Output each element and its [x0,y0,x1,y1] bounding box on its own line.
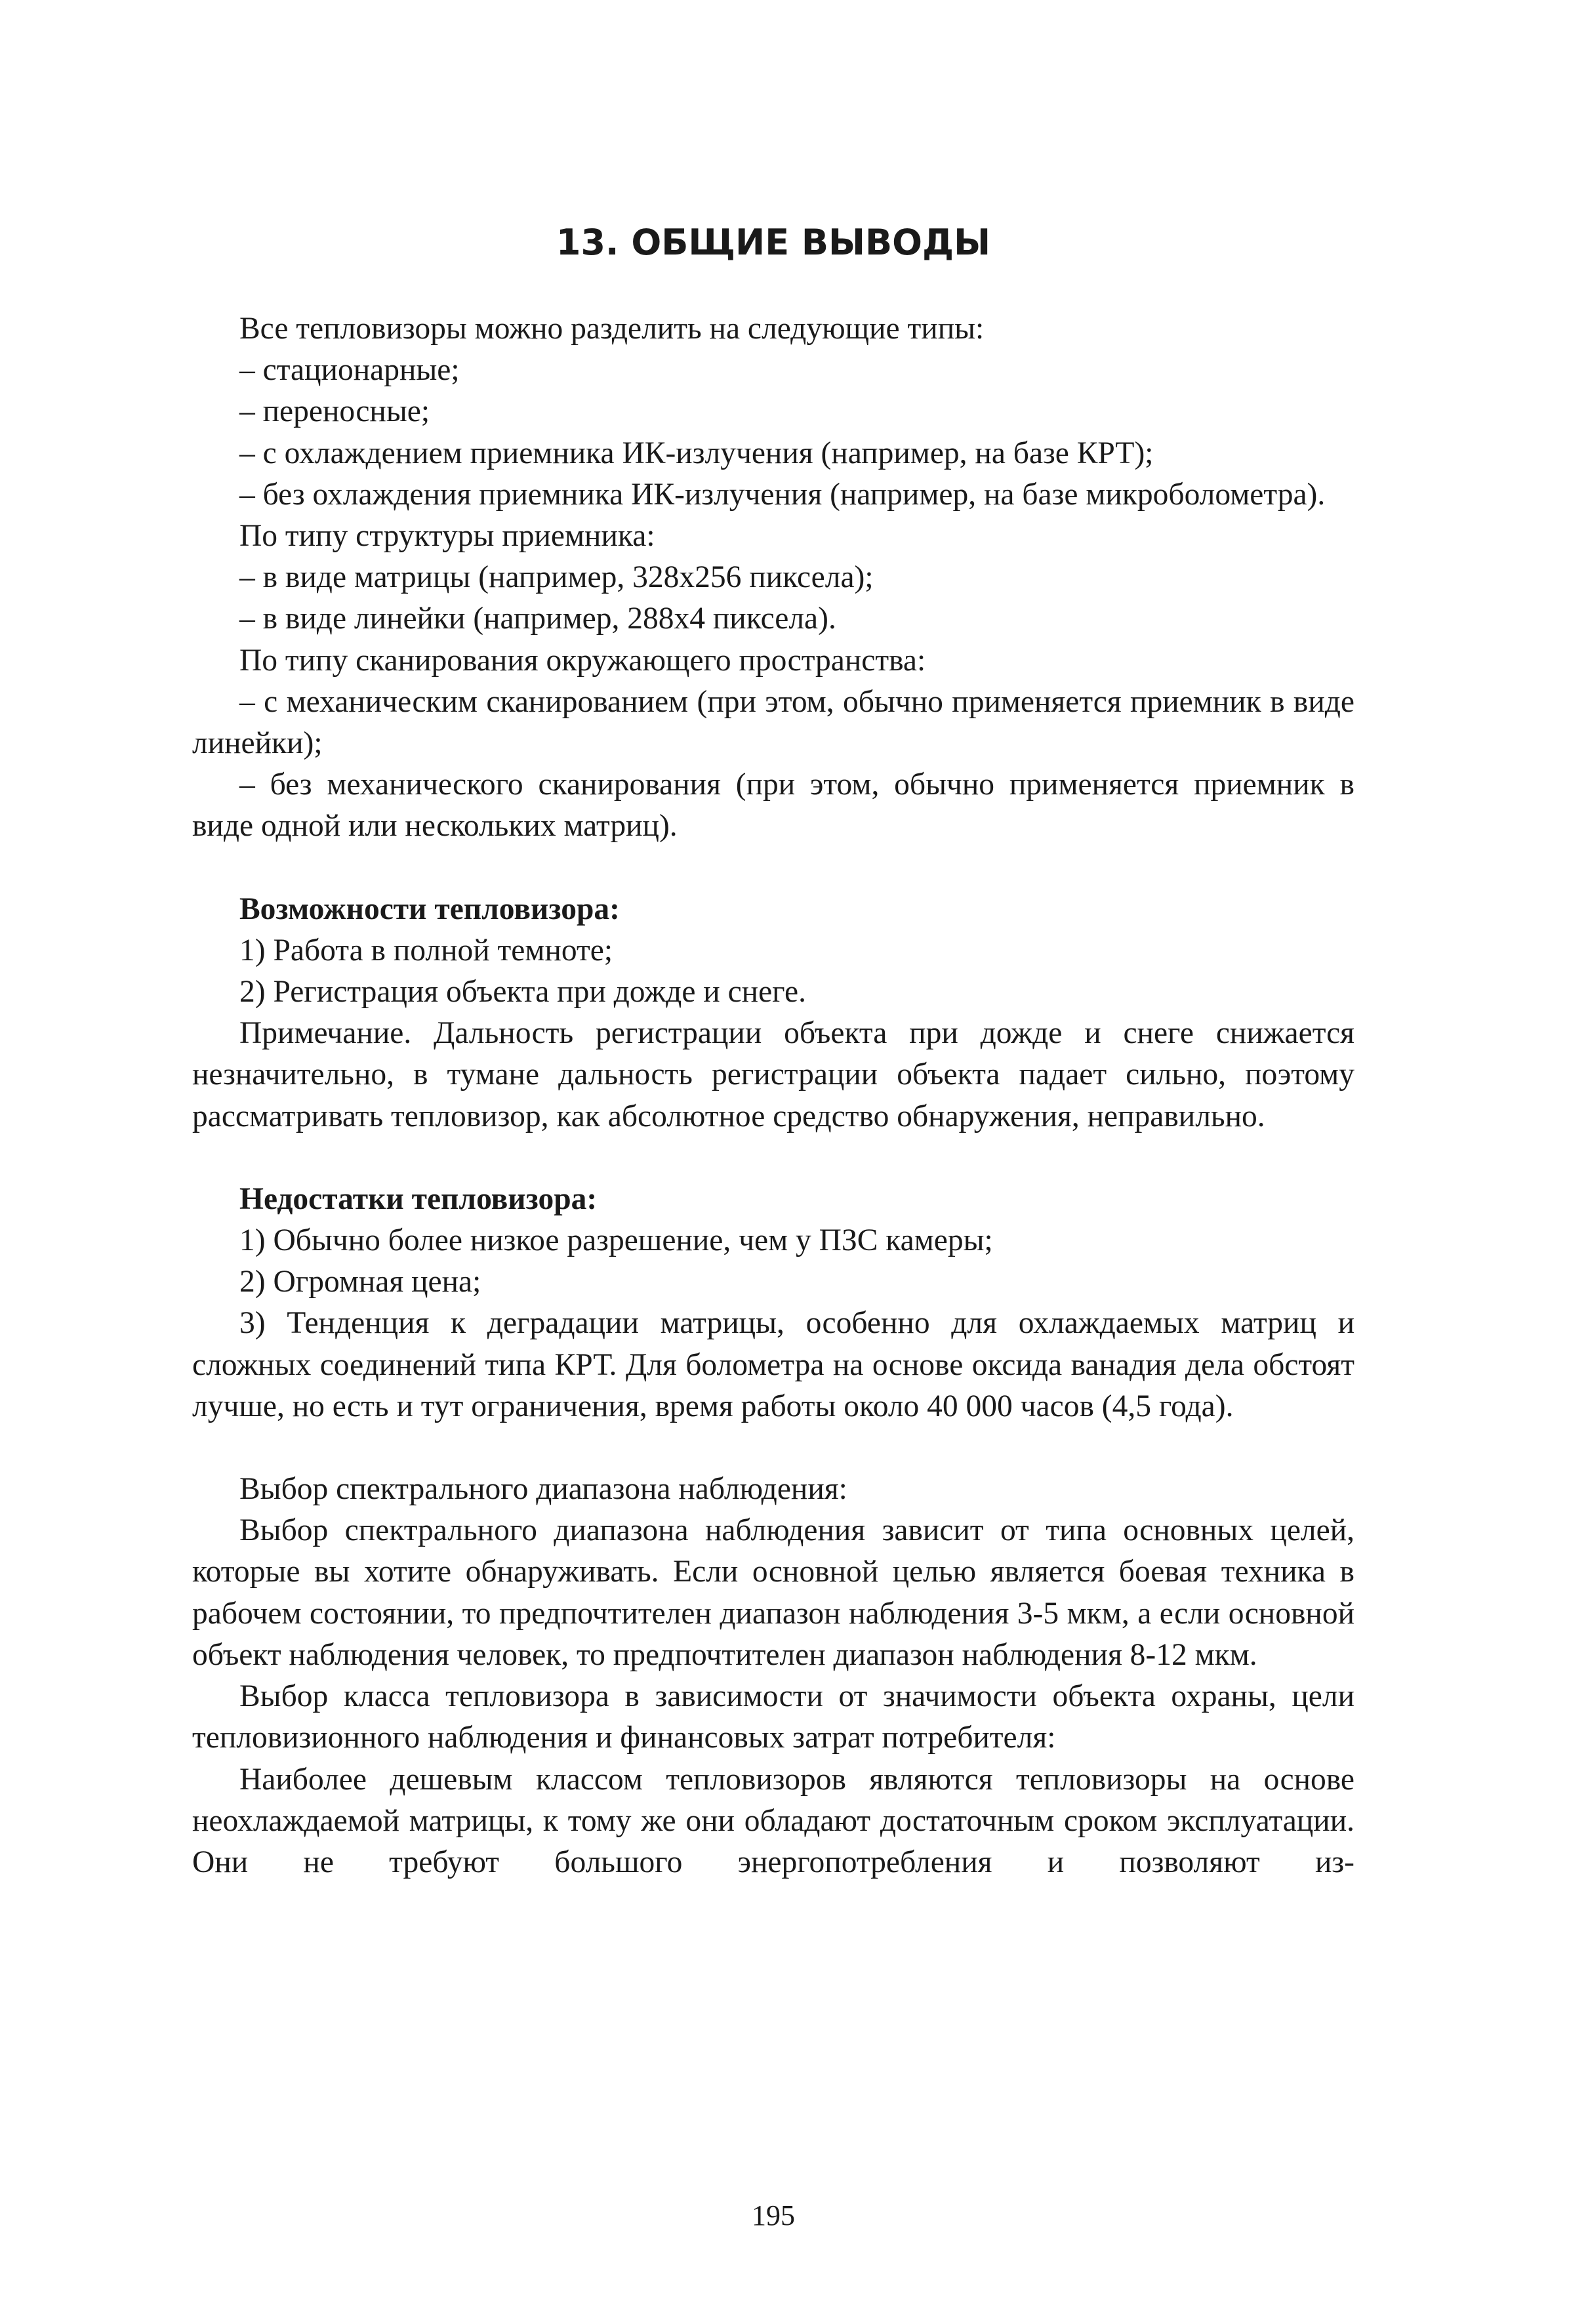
scan-intro: По типу сканирования окружающего пространства: [239,643,926,678]
class-paragraph: Выбор класса тепловизора в зависимости от значимости объекта охраны, цели тепловизионного наблюдения и финансовых затрат потребителя: [192,1679,1354,1755]
spectral-paragraph: Выбор спектрального диапазона наблюдения зависит от типа основных целей, которые вы хотите обнаруживать. Если основной целью является боевая техника в рабочем состоянии, то предпочтителен диапазон наблюдения 3-5 мкм, а если основной объект наблюдения человек, то предпочтителен диапазон наблюдения 8-12 мкм. [192,1513,1354,1672]
types-item: – переносные; [239,394,430,429]
types-item: – без охлаждения приемника ИК-излучения (например, на базе микроболометра). [239,477,1326,512]
drawbacks-item: 3) Тенденция к деградации матрицы, особенно для охлаждаемых матриц и сложных соединений типа КРТ. Для болометра на основе оксида ванадия дела обстоят лучше, но есть и тут ограничения, время работы около 40 000 часов (4,5 года). [192,1306,1354,1423]
capabilities-item: 2) Регистрация объекта при дожде и снеге. [239,975,806,1009]
spacer [192,847,1354,889]
structure-item: – в виде матрицы (например, 328х256 пиксела); [239,560,874,595]
capabilities-title: Возможности тепловизора: [239,891,620,926]
drawbacks-item: 1) Обычно более низкое разрешение, чем у ПЗС камеры; [239,1223,993,1258]
scan-item: – с механическим сканированием (при этом, обычно применяется приемник в виде линейки); [192,684,1354,761]
types-item: – с охлаждением приемника ИК-излучения (например, на базе КРТ); [239,436,1154,470]
spacer [192,1427,1354,1469]
capabilities-note: Примечание. Дальность регистрации объекта при дожде и снеге снижается незначительно, в тумане дальность регистрации объекта падает сильно, поэтому рассматривать тепловизор, как абсолютное средство обнаружения, неправильно. [192,1016,1354,1133]
cheap-paragraph: Наиболее дешевым классом тепловизоров являются тепловизоры на основе неохлаждаемой матрицы, к тому же они обладают достаточным сроком эксплуатации. Они не требуют большого энергопотребления и позволяют из- [192,1762,1354,1879]
types-intro: Все тепловизоры можно разделить на следующие типы: [239,312,985,346]
page-number: 195 [752,2199,795,2232]
drawbacks-title: Недостатки тепловизора: [239,1181,598,1216]
scan-item: – без механического сканирования (при этом, обычно применяется приемник в виде одной или нескольких матриц). [192,767,1354,844]
chapter-heading: 13. ОБЩИЕ ВЫВОДЫ [556,222,991,263]
spacer [192,1137,1354,1179]
structure-item: – в виде линейки (например, 288х4 пиксела). [239,601,836,636]
body-text [192,308,1354,1883]
drawbacks-item: 2) Огромная цена; [239,1265,481,1299]
types-item: – стационарные; [239,353,460,388]
capabilities-item: 1) Работа в полной темноте; [239,933,613,968]
spectral-title: Выбор спектрального диапазона наблюдения: [239,1472,847,1507]
structure-intro: По типу структуры приемника: [239,519,655,554]
